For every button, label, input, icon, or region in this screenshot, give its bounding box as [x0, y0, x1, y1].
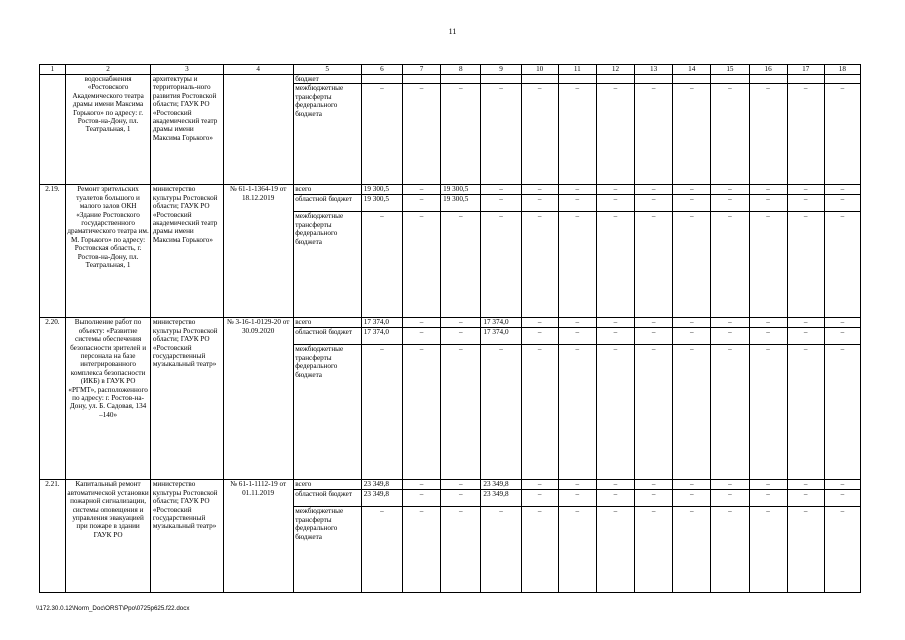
amount-cell: –: [749, 507, 787, 593]
amount-cell: 23 349,8: [361, 490, 402, 507]
amount-cell: 19 300,5: [361, 185, 402, 195]
funding-source: межбюджетные трансферты федерального бюджета: [293, 84, 361, 185]
amount-cell: –: [521, 490, 558, 507]
amount-cell: –: [824, 318, 860, 328]
column-header-8: 8: [441, 65, 481, 75]
amount-cell: –: [635, 212, 673, 318]
amount-cell: –: [711, 328, 749, 345]
amount-cell: [403, 75, 441, 84]
funding-source: всего: [293, 185, 361, 195]
header-row: [40, 65, 861, 75]
item-name: Ремонт зрительских туалетов большого и малого залов ОКН «Здание Ростовского государственного драматического театра им. М. Горького» по адресу: Ростовская область, г. Ростов-на-Дону, пл. Театральная, 1: [65, 185, 151, 318]
amount-cell: –: [558, 195, 596, 212]
amount-cell: –: [673, 490, 711, 507]
amount-cell: –: [521, 480, 558, 490]
amount-cell: [441, 75, 481, 84]
amount-cell: –: [787, 318, 824, 328]
amount-cell: [635, 75, 673, 84]
amount-cell: 19 300,5: [441, 185, 481, 195]
item-name: водоснабжения «Ростовского Академического театра драмы имени Максима Горького» по адресу: г. Ростов-на-Дону, пл. Театральная, 1: [65, 75, 151, 185]
amount-cell: –: [558, 328, 596, 345]
amount-cell: –: [558, 345, 596, 480]
funding-source: межбюджетные трансферты федерального бюджета: [293, 345, 361, 480]
amount-cell: –: [787, 328, 824, 345]
item-number: [40, 75, 66, 185]
amount-cell: –: [361, 84, 402, 185]
column-header-1: 1: [40, 65, 66, 75]
amount-cell: –: [787, 345, 824, 480]
amount-cell: –: [749, 84, 787, 185]
amount-cell: –: [481, 195, 521, 212]
amount-cell: –: [596, 490, 634, 507]
funding-source: областной бюджет: [293, 195, 361, 212]
amount-cell: –: [481, 84, 521, 185]
amount-cell: –: [787, 84, 824, 185]
amount-cell: –: [481, 185, 521, 195]
amount-cell: –: [596, 345, 634, 480]
amount-cell: –: [711, 84, 749, 185]
column-header-3: 3: [151, 65, 223, 75]
amount-cell: [824, 75, 860, 84]
amount-cell: –: [635, 507, 673, 593]
amount-cell: –: [673, 318, 711, 328]
amount-cell: –: [787, 507, 824, 593]
amount-cell: –: [711, 507, 749, 593]
continuation-row: [40, 75, 861, 84]
item-executor: министерство культуры Ростовской области; ГАУК РО «Ростовский государственный музыкальный театр»: [151, 480, 223, 593]
amount-cell: –: [824, 480, 860, 490]
item-2-20--row: [40, 318, 861, 328]
amount-cell: –: [711, 480, 749, 490]
table-body: [40, 75, 861, 593]
amount-cell: 17 374,0: [481, 318, 521, 328]
item-number: 2.20.: [40, 318, 66, 480]
item-2-21--row: [40, 480, 861, 490]
amount-cell: –: [596, 185, 634, 195]
amount-cell: –: [403, 507, 441, 593]
amount-cell: –: [635, 185, 673, 195]
column-header-13: 13: [635, 65, 673, 75]
amount-cell: –: [481, 507, 521, 593]
amount-cell: –: [824, 84, 860, 185]
amount-cell: –: [403, 480, 441, 490]
amount-cell: –: [749, 195, 787, 212]
amount-cell: –: [749, 212, 787, 318]
amount-cell: –: [711, 212, 749, 318]
column-header-11: 11: [558, 65, 596, 75]
item-document: № 61-1-1112-19 от 01.11.2019: [223, 480, 293, 593]
amount-cell: –: [787, 185, 824, 195]
amount-cell: –: [441, 480, 481, 490]
amount-cell: –: [441, 345, 481, 480]
amount-cell: –: [521, 328, 558, 345]
budget-table: [39, 64, 861, 593]
amount-cell: –: [596, 328, 634, 345]
amount-cell: –: [441, 212, 481, 318]
amount-cell: –: [403, 490, 441, 507]
amount-cell: 23 349,8: [481, 480, 521, 490]
funding-source: всего: [293, 480, 361, 490]
amount-cell: –: [441, 84, 481, 185]
amount-cell: –: [824, 507, 860, 593]
amount-cell: –: [596, 84, 634, 185]
amount-cell: –: [749, 318, 787, 328]
amount-cell: –: [441, 318, 481, 328]
funding-source: бюджет: [293, 75, 361, 84]
amount-cell: –: [635, 195, 673, 212]
file-path-footer: \\172.30.0.12\Norm_Doc\ORST\Ppo\0725p625.f22.docx: [36, 605, 190, 612]
amount-cell: –: [673, 345, 711, 480]
amount-cell: 23 349,8: [481, 490, 521, 507]
amount-cell: 17 374,0: [361, 318, 402, 328]
amount-cell: –: [596, 507, 634, 593]
item-executor: архитектуры и территориаль-ного развития Ростовской области; ГАУК РО «Ростовский академический театр драмы имени Максима Горького»: [151, 75, 223, 185]
amount-cell: –: [558, 507, 596, 593]
amount-cell: –: [403, 345, 441, 480]
amount-cell: –: [558, 212, 596, 318]
amount-cell: –: [711, 185, 749, 195]
item-document: № 61-1-1364-19 от 18.12.2019: [223, 185, 293, 318]
amount-cell: –: [441, 507, 481, 593]
item-name: Капитальный ремонт автоматической установки пожарной сигнализации, системы оповещения и управления эвакуацией при пожаре в здании ГАУК РО: [65, 480, 151, 593]
amount-cell: –: [787, 490, 824, 507]
amount-cell: –: [711, 345, 749, 480]
amount-cell: –: [558, 185, 596, 195]
amount-cell: –: [787, 212, 824, 318]
amount-cell: –: [403, 185, 441, 195]
column-header-12: 12: [596, 65, 634, 75]
amount-cell: –: [749, 480, 787, 490]
amount-cell: –: [521, 84, 558, 185]
amount-cell: –: [635, 318, 673, 328]
amount-cell: –: [673, 507, 711, 593]
amount-cell: –: [596, 195, 634, 212]
amount-cell: –: [824, 490, 860, 507]
item-document: № 3-16-1-0129-20 от 30.09.2020: [223, 318, 293, 480]
amount-cell: –: [824, 345, 860, 480]
amount-cell: [521, 75, 558, 84]
column-header-7: 7: [403, 65, 441, 75]
amount-cell: –: [824, 328, 860, 345]
amount-cell: –: [824, 195, 860, 212]
amount-cell: –: [521, 318, 558, 328]
amount-cell: 23 349,8: [361, 480, 402, 490]
funding-source: межбюджетные трансферты федерального бюджета: [293, 212, 361, 318]
amount-cell: –: [403, 195, 441, 212]
amount-cell: –: [673, 328, 711, 345]
amount-cell: [749, 75, 787, 84]
amount-cell: –: [596, 480, 634, 490]
funding-source: всего: [293, 318, 361, 328]
amount-cell: –: [635, 328, 673, 345]
amount-cell: –: [596, 212, 634, 318]
item-executor: министерство культуры Ростовской области; ГАУК РО «Ростовский государственный музыкальный театр»: [151, 318, 223, 480]
item-name: Выполнение работ по объекту: «Развитие системы обеспечения безопасности зрителей и персонала на базе интегрированного комплекса безопасности (ИКБ) в ГАУК РО «РГМТ», расположенного по адресу: г. Ростов-на-Дону, ул. Б. Садовая, 134 –140»: [65, 318, 151, 480]
column-header-17: 17: [787, 65, 824, 75]
amount-cell: –: [749, 185, 787, 195]
column-header-15: 15: [711, 65, 749, 75]
amount-cell: –: [673, 84, 711, 185]
amount-cell: –: [749, 328, 787, 345]
amount-cell: –: [441, 328, 481, 345]
amount-cell: [558, 75, 596, 84]
amount-cell: –: [749, 490, 787, 507]
amount-cell: –: [521, 195, 558, 212]
amount-cell: –: [403, 318, 441, 328]
amount-cell: –: [361, 212, 402, 318]
column-header-14: 14: [673, 65, 711, 75]
amount-cell: –: [635, 84, 673, 185]
amount-cell: –: [521, 345, 558, 480]
amount-cell: 19 300,5: [361, 195, 402, 212]
amount-cell: –: [673, 212, 711, 318]
amount-cell: –: [481, 345, 521, 480]
amount-cell: –: [521, 185, 558, 195]
item-number: 2.21.: [40, 480, 66, 593]
column-header-18: 18: [824, 65, 860, 75]
amount-cell: [481, 75, 521, 84]
amount-cell: –: [596, 318, 634, 328]
column-header-10: 10: [521, 65, 558, 75]
amount-cell: [711, 75, 749, 84]
amount-cell: [361, 75, 402, 84]
amount-cell: –: [635, 480, 673, 490]
column-header-5: 5: [293, 65, 361, 75]
amount-cell: –: [558, 318, 596, 328]
amount-cell: –: [558, 480, 596, 490]
amount-cell: –: [824, 212, 860, 318]
funding-source: межбюджетные трансферты федерального бюджета: [293, 507, 361, 593]
amount-cell: –: [441, 490, 481, 507]
column-header-4: 4: [223, 65, 293, 75]
amount-cell: –: [635, 490, 673, 507]
amount-cell: –: [749, 345, 787, 480]
column-header-9: 9: [481, 65, 521, 75]
amount-cell: –: [673, 185, 711, 195]
item-document: [223, 75, 293, 185]
amount-cell: –: [711, 318, 749, 328]
column-header-2: 2: [65, 65, 151, 75]
amount-cell: –: [673, 195, 711, 212]
item-number: 2.19.: [40, 185, 66, 318]
amount-cell: [673, 75, 711, 84]
amount-cell: 17 374,0: [361, 328, 402, 345]
amount-cell: –: [403, 84, 441, 185]
amount-cell: –: [403, 212, 441, 318]
column-header-16: 16: [749, 65, 787, 75]
column-header-6: 6: [361, 65, 402, 75]
funding-source: областной бюджет: [293, 328, 361, 345]
amount-cell: –: [787, 195, 824, 212]
page-number: 11: [448, 27, 457, 36]
amount-cell: 17 374,0: [481, 328, 521, 345]
amount-cell: –: [673, 480, 711, 490]
amount-cell: –: [403, 328, 441, 345]
amount-cell: –: [521, 507, 558, 593]
amount-cell: –: [361, 345, 402, 480]
amount-cell: –: [635, 345, 673, 480]
funding-source: областной бюджет: [293, 490, 361, 507]
amount-cell: 19 300,5: [441, 195, 481, 212]
amount-cell: –: [711, 490, 749, 507]
amount-cell: –: [824, 185, 860, 195]
item-executor: министерство культуры Ростовской области; ГАУК РО «Ростовский академический театр драмы имени Максима Горького»: [151, 185, 223, 318]
amount-cell: –: [521, 212, 558, 318]
amount-cell: [596, 75, 634, 84]
amount-cell: [787, 75, 824, 84]
item-2-19--row: [40, 185, 861, 195]
amount-cell: –: [558, 84, 596, 185]
amount-cell: –: [361, 507, 402, 593]
amount-cell: –: [787, 480, 824, 490]
amount-cell: –: [558, 490, 596, 507]
amount-cell: –: [481, 212, 521, 318]
amount-cell: –: [711, 195, 749, 212]
